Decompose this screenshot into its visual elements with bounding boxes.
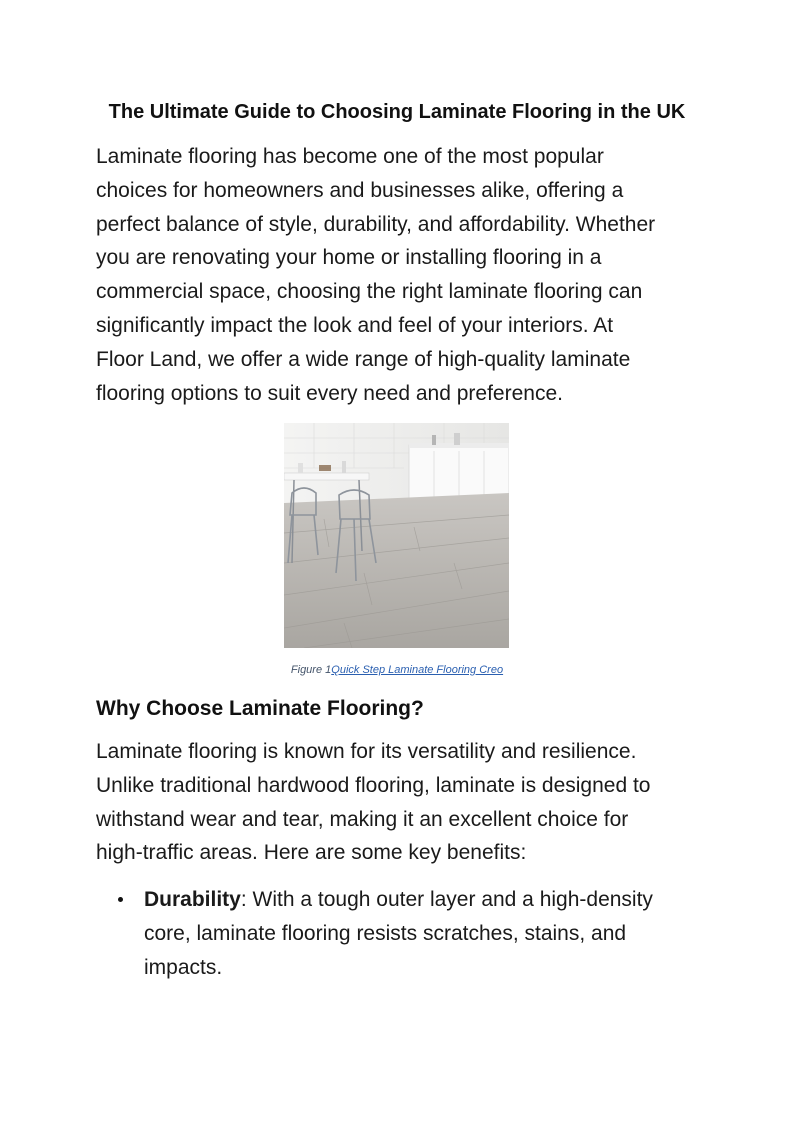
intro-line: significantly impact the look and feel of your interiors. At (96, 313, 614, 337)
caption-prefix: Figure 1 (290, 664, 332, 676)
bullet-line: core, laminate flooring resists scratches, stains, and (144, 921, 627, 945)
why-line: withstand wear and tear, making it an excellent choice for (96, 807, 629, 831)
intro-line: you are renovating your home or installing flooring in a (96, 246, 602, 270)
caption-link[interactable]: Quick Step Laminate Flooring Creo (331, 664, 504, 676)
intro-line: commercial space, choosing the right laminate flooring can (96, 280, 643, 304)
figure-image (284, 423, 509, 648)
intro-line: flooring options to suit every need and preference. (96, 381, 563, 405)
bullet-term: Durability (144, 888, 241, 911)
intro-paragraph (96, 140, 706, 410)
bullet-line (144, 883, 704, 917)
bullet-text: : With a tough outer layer and a high-density (240, 888, 653, 911)
bullet-marker (118, 897, 123, 902)
why-line: Unlike traditional hardwood flooring, laminate is designed to (96, 773, 651, 797)
section-heading: Why Choose Laminate Flooring? (96, 697, 424, 720)
intro-line: perfect balance of style, durability, and affordability. Whether (96, 212, 656, 236)
why-paragraph (96, 735, 706, 870)
bullet-item (144, 883, 704, 984)
intro-line: Floor Land, we offer a wide range of high-quality laminate (96, 347, 631, 371)
why-line: Laminate flooring is known for its versatility and resilience. (96, 740, 637, 763)
intro-line: Laminate flooring has become one of the most popular (96, 145, 604, 168)
why-line: high-traffic areas. Here are some key benefits: (96, 841, 527, 865)
bullet-line: impacts. (144, 955, 223, 979)
intro-line: choices for homeowners and businesses alike, offering a (96, 178, 624, 202)
figure-caption (0, 664, 794, 676)
page-title: The Ultimate Guide to Choosing Laminate Flooring in the UK (108, 101, 686, 123)
